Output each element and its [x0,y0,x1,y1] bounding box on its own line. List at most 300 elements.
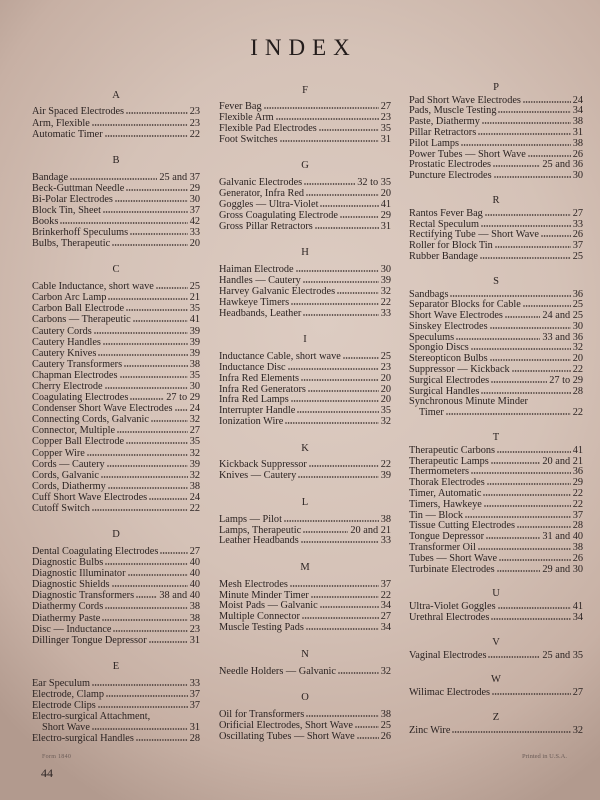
index-entry [409,688,583,699]
index-entry [32,129,200,140]
entry-name: Flexible Arm [219,112,274,124]
index-section-z [409,713,583,737]
entry-name: Rectal Speculum [409,218,480,230]
index-entry [32,700,200,711]
section-letter: E [112,660,120,672]
entry-page: 27 [380,611,391,623]
entry-page: 20 [380,383,391,395]
index-entry [32,118,200,129]
entry-page: 29 [189,182,200,194]
entry-page: 31 [380,220,391,232]
entry-name: Chapman Electrodes [32,369,118,381]
leader-dots [485,214,571,216]
entry-page: 34 [572,105,583,117]
entry-name: Kickback Suppressor [219,459,307,471]
leader-dots [126,442,188,444]
entry-name: Wilimac Electrodes [409,687,491,699]
entry-name: Tissue Cutting Electrodes [409,520,516,532]
leader-dots [128,574,188,576]
entry-page: 32 [380,416,391,428]
index-entry [409,726,583,737]
index-entry [219,298,391,309]
leader-dots [461,144,571,146]
entry-page: 22 [380,459,391,471]
leader-dots [291,400,379,402]
index-entry [219,732,391,743]
entry-page: 20 [380,188,391,200]
entry-name: Ultra-Violet Goggles [409,601,496,613]
leader-dots [494,176,571,178]
index-entry [32,624,200,635]
index-entry [32,227,200,238]
entry-page: 33 [189,227,200,239]
leader-dots [340,216,379,218]
entry-page: 29 [572,477,583,489]
form-number: Form 1840 [42,754,72,760]
entry-name: Thorak Electrodes [409,477,485,489]
entry-name: Cautery Handles [32,336,101,348]
leader-dots [481,225,571,227]
entry-name: Condenser Short Wave Electrodes [32,403,173,415]
section-letter: K [301,442,309,454]
entry-name: Rantos Fever Bag [409,207,483,219]
entry-name: Foot Switches [219,133,278,145]
entry-page: 25 and 35 [542,649,583,661]
entry-page: 38 [189,612,200,624]
leader-dots [471,348,571,350]
entry-page: 22 [189,503,200,515]
leader-dots [541,235,571,237]
entry-page: 37 [189,699,200,711]
leader-dots [495,246,571,248]
section-letter: C [112,264,120,276]
entry-page: 34 [380,600,391,612]
leader-dots [112,244,188,246]
entry-name: Cautery Knives [32,347,97,359]
leader-dots [315,227,379,229]
entry-name: Tongue Depressor [409,531,485,543]
entry-name: Copper Ball Electrode [32,436,125,448]
entry-name: Copper Wire [32,447,85,459]
entry-name-continued: Short Wave [42,722,90,734]
index-entry [32,337,200,348]
index-section-o [219,693,391,742]
index-entry [32,414,200,425]
entry-continuation-line [409,408,583,419]
leader-dots [452,731,570,733]
entry-page: 33 [572,218,583,230]
entry-name: Infra Red Elements [219,372,300,384]
leader-dots [92,124,188,126]
index-entry [32,205,200,216]
entry-name: Coagulating Electrodes [32,392,129,404]
index-entry [219,580,391,591]
index-entry [409,565,583,576]
entry-name: Urethral Electrodes [409,611,490,623]
index-section-m [219,563,391,634]
entry-name: Prostatic Electrodes [409,159,492,171]
entry-page: 41 [380,199,391,210]
entry-name: Haiman Electrode [219,264,294,276]
leader-dots [112,585,188,587]
leader-dots [149,498,188,500]
leader-dots [482,122,571,124]
entry-name: Knives — Cautery [219,470,297,482]
entry-name: Cautery Cords [32,325,92,337]
entry-page: 33 [189,677,200,689]
index-entry [32,183,200,194]
entry-name: Air Spaced Electrodes [32,106,125,118]
entry-name: Suppressor — Kickback [409,364,510,376]
entry-name: Pads, Muscle Testing [409,105,497,117]
leader-dots [151,420,188,422]
section-letter: S [493,275,499,287]
section-letter: T [492,431,500,443]
index-entry [32,613,200,624]
entry-page: 30 [380,264,391,276]
entry-name: Harvey Galvanic Electrodes [219,285,336,297]
leader-dots [491,618,570,620]
leader-dots [505,316,540,318]
entry-page: 21 [189,292,200,304]
index-section-v [409,638,583,662]
leader-dots [298,476,378,478]
index-section-u [409,589,583,624]
entry-name: Rubber Bandage [409,250,478,262]
entry-page: 32 [189,469,200,481]
leader-dots [491,381,547,383]
leader-dots [319,129,379,131]
section-letter: M [300,561,310,573]
entry-name: Roller for Block Tin [409,240,493,252]
leader-dots [311,596,379,598]
entry-page: 22 [189,128,200,140]
entry-name: Separator Blocks for Cable [409,299,521,311]
entry-page: 25 and 37 [159,171,200,183]
page-number: 44 [41,766,53,780]
entry-page: 26 [572,229,583,241]
entry-name: Brinkerhoff Speculums [32,227,129,239]
leader-dots [478,548,571,550]
leader-dots [498,607,571,609]
entry-page: 36 [572,288,583,300]
entry-page: 27 [380,101,391,113]
index-entry [32,689,200,700]
section-letter: L [301,496,309,508]
entry-name-continued: Timer [419,407,444,419]
index-section-d [32,529,200,646]
leader-dots [105,607,187,609]
index-entry [32,436,200,447]
leader-dots [343,357,379,359]
entry-page: 38 [189,480,200,492]
entry-name: Disc — Inductance [32,623,112,635]
leader-dots [101,476,188,478]
entry-name: Hawkeye Timers [219,296,290,308]
index-entry [32,106,200,117]
entry-name: Diagnostic Bulbs [32,557,104,569]
index-section-h [219,248,391,319]
leader-dots [87,454,188,456]
leader-dots [302,617,379,619]
leader-dots [303,281,379,283]
section-letter: P [493,81,499,93]
index-entry [32,557,200,568]
leader-dots [465,516,571,518]
entry-page: 26 [572,552,583,564]
entry-name: Turbinate Electrodes [409,563,495,575]
entry-page: 32 [380,285,391,297]
entry-name: Lamps, Therapeutic [219,524,302,536]
leader-dots [117,431,188,433]
leader-dots [105,387,188,389]
entry-page: 23 [380,112,391,124]
page-title: INDEX [250,35,357,60]
entry-page: 32 [189,447,200,459]
leader-dots [490,327,571,329]
entry-name: Diagnostic Illuminator [32,568,126,580]
leader-dots [130,233,188,235]
entry-name: Cuff Short Wave Electrodes [32,491,148,503]
index-section-s [409,277,583,420]
entry-name: Lamps — Pilot [219,513,282,525]
entry-name: Diagnostic Shields [32,579,110,591]
index-entry [409,554,583,565]
entry-page: 22 [572,488,583,500]
index-entry [32,403,200,414]
entry-name: Multiple Connector [219,611,300,623]
entry-name: Vaginal Electrodes [409,649,487,661]
index-entry [219,721,391,732]
leader-dots [528,155,571,157]
leader-dots [498,111,570,113]
entry-name: Synchronous Minute Minder [409,396,528,408]
entry-name: Inductance Cable, short wave [219,350,341,362]
index-section-n [219,650,391,678]
entry-name: Transformer Oil [409,542,476,554]
leader-dots [126,189,187,191]
entry-name: Galvanic Electrodes [219,177,303,189]
entry-page: 32 [572,342,583,354]
entry-name: Ionization Wire [219,416,284,428]
leader-dots [497,570,541,572]
leader-dots [486,537,540,539]
leader-dots [92,728,188,730]
index-entry [32,678,200,689]
entry-page: 23 [189,117,200,129]
entry-name: Cable Inductance, short wave [32,281,154,293]
leader-dots [102,619,187,621]
section-letter: U [492,588,500,600]
entry-page: 39 [380,274,391,286]
entry-name: Diathermy Cords [32,601,104,613]
entry-page: 38 [572,137,583,149]
leader-dots [481,392,570,394]
entry-name: Orificial Electrodes, Short Wave [219,719,353,731]
index-entry [219,309,391,320]
entry-name: Spongio Discs [409,342,469,354]
entry-page: 27 [189,546,200,558]
index-section-b [32,155,200,250]
entry-page: 31 [572,126,583,138]
leader-dots [136,596,157,598]
entry-page: 25 and 36 [542,159,583,171]
entry-name: Infra Red Generators [219,383,306,395]
entry-name: Arm, Flexible [32,117,90,129]
entry-page: 35 [380,405,391,417]
index-entry [409,613,583,624]
entry-page: 32 to 35 [357,177,391,189]
section-letter: R [492,194,500,206]
entry-name: Rectifying Tube — Short Wave [409,229,539,241]
leader-dots [306,194,379,196]
index-entry [32,303,200,314]
leader-dots [309,465,379,467]
leader-dots [446,413,571,415]
entry-page: 22 [380,296,391,308]
entry-name: Oil for Transformers [219,708,305,720]
entry-page: 38 [189,358,200,370]
leader-dots [303,314,378,316]
entry-name: Thermometers [409,466,470,478]
entry-page: 24 [572,94,583,106]
leader-dots [108,487,188,489]
entry-name: Needle Holders — Galvanic [219,665,336,677]
entry-page: 37 [380,578,391,590]
entry-page: 28 [572,385,583,397]
entry-page: 41 [572,444,583,456]
entry-name: Electro-surgical Attachment, [32,711,151,723]
index-entry [32,281,200,292]
entry-name: Pilot Lamps [409,137,460,149]
index-column-2 [219,86,391,743]
entry-name: Timer, Automatic [409,488,482,500]
leader-dots [303,531,348,533]
leader-dots [493,165,540,167]
entry-name: Diagnostic Transformers [32,590,135,602]
entry-name: Books [32,216,59,228]
index-entry [219,623,391,634]
leader-dots [120,376,188,378]
index-entry [219,374,391,385]
entry-name: Goggles — Ultra-Violet [219,199,319,210]
index-section-p [409,83,583,182]
section-letter: I [303,334,307,346]
leader-dots [106,695,188,697]
section-letter: W [491,674,501,686]
index-entry [32,635,200,646]
entry-name: Headbands, Leather [219,307,302,319]
entry-name: Electro-surgical Handles [32,733,134,745]
entry-name: Puncture Electrodes [409,170,492,182]
entry-page: 20 and 21 [542,455,583,467]
entry-page: 20 [572,353,583,365]
entry-name: Carbons — Therapeutic [32,314,131,326]
section-letter: N [301,648,309,660]
entry-page: 29 and 30 [542,563,583,575]
entry-name: Ear Speculum [32,677,91,689]
entry-page: 37 [189,204,200,216]
index-entry [32,448,200,459]
entry-page: 25 [572,299,583,311]
entry-name: Pillar Retractors [409,126,477,138]
index-section-f [219,86,391,146]
entry-page: 42 [189,216,200,228]
index-entry [32,381,200,392]
entry-name: Interrupter Handle [219,405,296,417]
entry-page: 35 [189,436,200,448]
entry-page: 38 [572,116,583,128]
entry-page: 25 [189,281,200,293]
leader-dots [105,563,187,565]
entry-name: Tin — Block [409,509,463,521]
index-entry [32,172,200,183]
leader-dots [301,379,379,381]
entry-name: Carbon Ball Electrode [32,303,125,315]
entry-name: Diathermy Paste [32,612,101,624]
leader-dots [136,739,188,741]
leader-dots [301,541,379,543]
entry-page: 27 [572,207,583,219]
entry-page: 27 to 29 [166,392,200,404]
entry-page: 28 [189,733,200,745]
leader-dots [456,338,540,340]
entry-page: 25 [380,350,391,362]
entry-page: 41 [189,314,200,326]
index-entry [409,397,583,419]
entry-name: Gross Coagulating Electrode [219,209,338,221]
section-letter: Z [492,711,500,723]
section-letter: D [112,529,120,541]
entry-page: 26 [380,730,391,742]
leader-dots [450,295,570,297]
leader-dots [126,309,188,311]
entry-name: Bi-Polar Electrodes [32,193,113,205]
index-entry [32,711,200,733]
entry-name: Bandage [32,171,69,183]
entry-name: Inductance Disc [219,361,286,373]
leader-dots [355,726,379,728]
entry-name: Carbon Arc Lamp [32,292,107,304]
entry-name: Infra Red Lamps [219,394,289,406]
index-entry [32,470,200,481]
entry-page: 24 [189,491,200,503]
entry-name: Gross Pillar Retractors [219,220,313,232]
entry-page: 27 to 29 [549,374,583,386]
entry-page: 23 [380,361,391,373]
leader-dots [98,706,188,708]
leader-dots [126,112,188,114]
leader-dots [107,465,188,467]
entry-name: Cherry Electrode [32,381,103,393]
index-entry [409,139,583,150]
leader-dots [113,630,187,632]
leader-dots [304,183,355,185]
leader-dots [480,257,571,259]
entry-page: 39 [189,325,200,337]
entry-page: 33 and 36 [542,331,583,343]
index-entry [32,492,200,503]
entry-page: 35 [189,369,200,381]
index-column-1 [32,90,200,745]
entry-page: 39 [189,347,200,359]
entry-name: Automatic Timer [32,128,103,140]
index-section-g [219,161,391,232]
leader-dots [92,509,188,511]
leader-dots [483,494,570,496]
entry-page: 30 [189,193,200,205]
leader-dots [291,303,379,305]
